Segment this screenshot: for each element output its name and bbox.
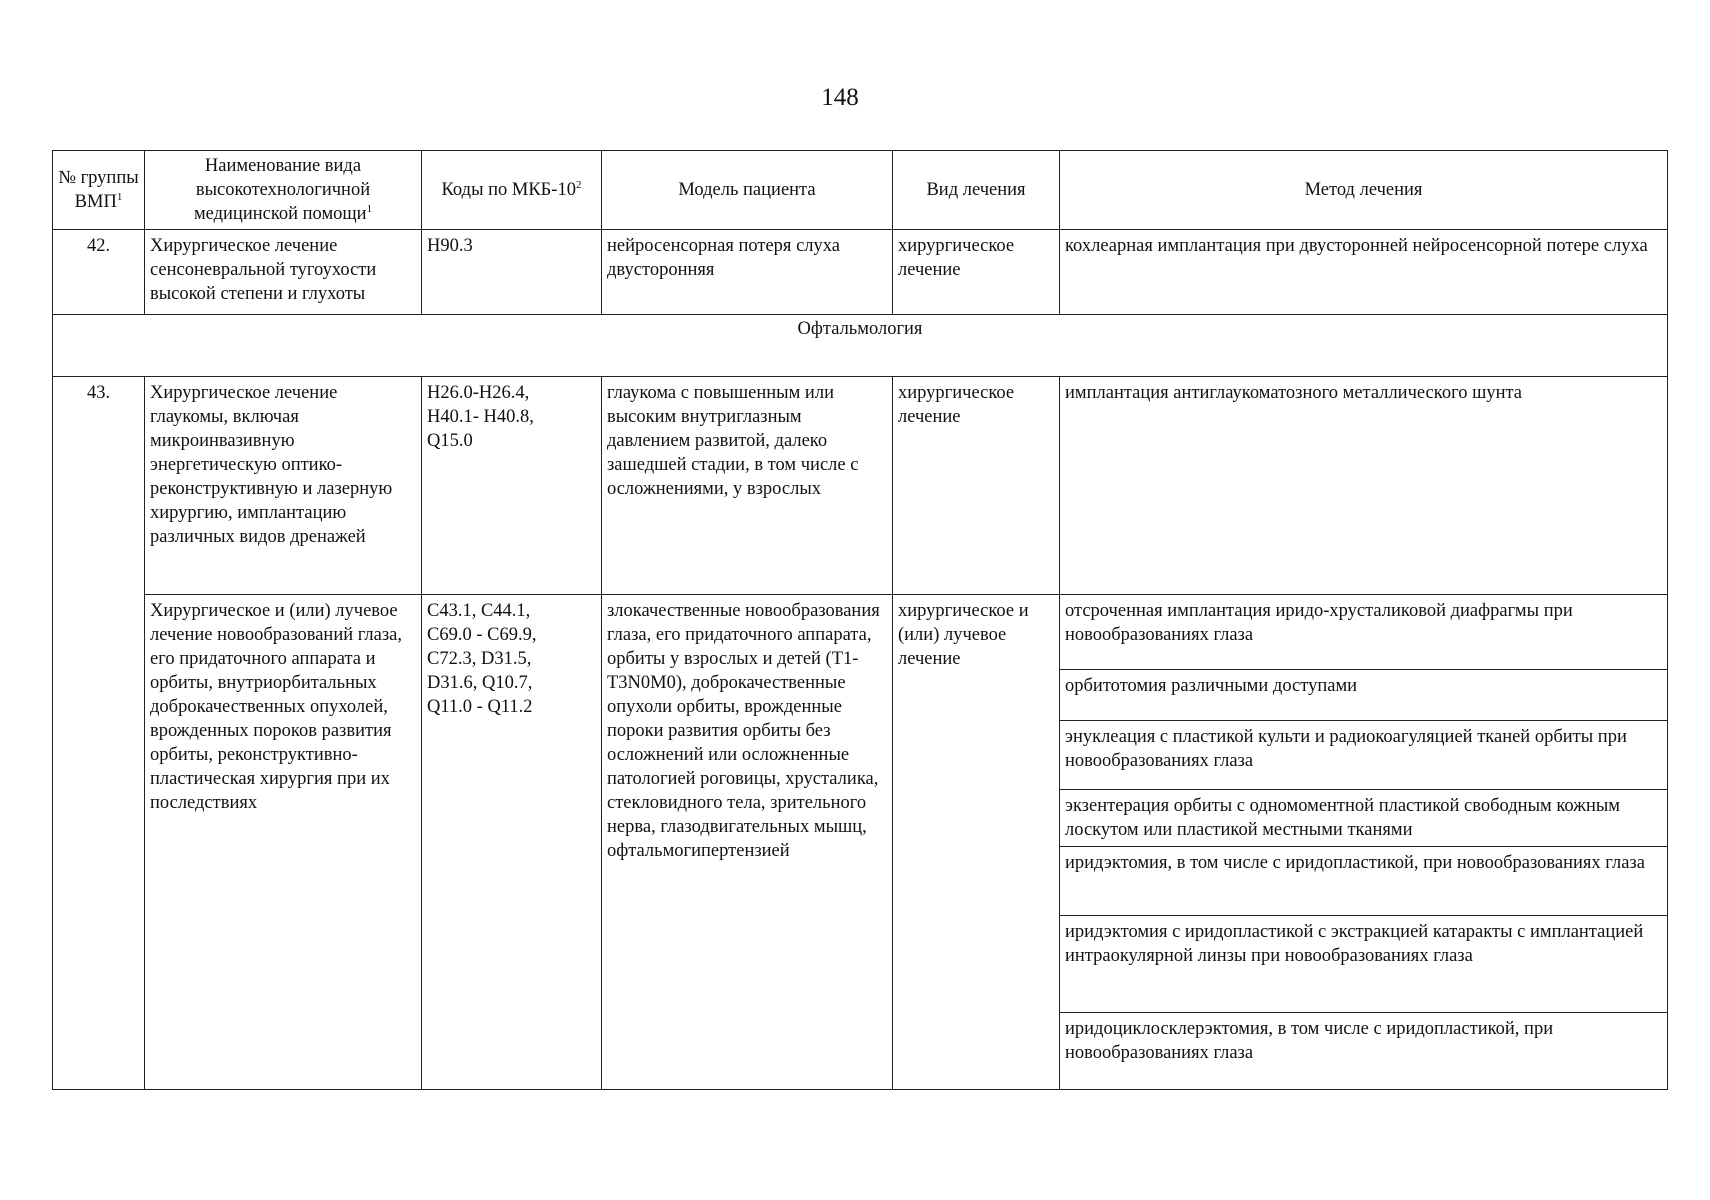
treatment-method: отсроченная имплантация иридо-хрусталиковой диафрагмы при новообразованиях глаза xyxy=(1060,595,1668,670)
icd-codes: H90.3 xyxy=(422,230,602,315)
treatment-method: иридэктомия с иридопластикой с экстракцией катаракты с имплантацией интраокулярной линзы при новообразованиях глаза xyxy=(1060,916,1668,1013)
care-type-name: Хирургическое лечение сенсоневральной тугоухости высокой степени и глухоты xyxy=(145,230,422,315)
treatment-method: иридоциклосклерэктомия, в том числе с иридопластикой, при новообразованиях глаза xyxy=(1060,1013,1668,1090)
treatment-type: хирургическое лечение xyxy=(893,377,1060,595)
vmp-table xyxy=(52,150,1668,1090)
group-number: 43. xyxy=(53,377,145,1090)
section-row xyxy=(53,315,1668,377)
page-number: 148 xyxy=(821,84,859,111)
patient-model: глаукома с повышенным или высоким внутриглазным давлением развитой, далеко зашедшей стадии, в том числе с осложнениями, у взрослых xyxy=(602,377,893,595)
header-group-no: № группы ВМП$^1$ xyxy=(53,151,145,230)
header-patient-model: Модель пациента xyxy=(602,151,893,230)
patient-model: нейросенсорная потеря слуха двусторонняя xyxy=(602,230,893,315)
treatment-method: энуклеация с пластикой культи и радиокоагуляцией тканей орбиты при новообразованиях глаза xyxy=(1060,721,1668,790)
table-header-row xyxy=(53,151,1668,230)
icd-codes xyxy=(422,377,602,595)
table-row xyxy=(53,377,1668,595)
icd-code-line: C69.0 - C69.9, xyxy=(427,625,537,645)
treatment-type: хирургическое лечение xyxy=(893,230,1060,315)
care-type-name: Хирургическое лечение глаукомы, включая микроинвазивную энергетическую оптико-реконструктивную и лазерную хирургию, имплантацию различных видов дренажей xyxy=(145,377,422,595)
section-title: Офтальмология xyxy=(53,315,1668,377)
header-treatment-method: Метод лечения xyxy=(1060,151,1668,230)
group-number: 42. xyxy=(53,230,145,315)
icd-code-line: C72.3, D31.5, xyxy=(427,649,532,669)
icd-code-line: C43.1, C44.1, xyxy=(427,601,531,621)
icd-codes xyxy=(422,595,602,1090)
treatment-type: хирургическое и (или) лучевое лечение xyxy=(893,595,1060,1090)
icd-code-line: Q11.0 - Q11.2 xyxy=(427,697,533,717)
header-icd-codes: Коды по МКБ-$10^2$ xyxy=(422,151,602,230)
header-care-type: Наименование вида высокотехнологичной медицинской помощи$^1$ xyxy=(145,151,422,230)
treatment-method: иридэктомия, в том числе с иридопластикой, при новообразованиях глаза xyxy=(1060,847,1668,916)
care-type-name: Хирургическое и (или) лучевое лечение новообразований глаза, его придаточного аппарата и орбиты, внутриорбитальных доброкачественных опухолей, врожденных пороков развития орбиты, реконструктивно-пластическая хирургия при их последствиях xyxy=(145,595,422,1090)
treatment-method: орбитотомия различными доступами xyxy=(1060,670,1668,721)
table-row xyxy=(53,595,1668,670)
patient-model: злокачественные новообразования глаза, его придаточного аппарата, орбиты у взрослых и детей (T1-T3N0M0), доброкачественные опухоли орбиты, врожденные пороки развития орбиты без осложнений или осложненные патологией роговицы, хрусталика, стекловидного тела, зрительного нерва, глазодвигательных мышц, офтальмогипертензией xyxy=(602,595,893,1090)
icd-code-line: H26.0-H26.4, xyxy=(427,383,530,403)
treatment-method: кохлеарная имплантация при двусторонней нейросенсорной потере слуха xyxy=(1060,230,1668,315)
icd-code-line: Q15.0 xyxy=(427,431,473,451)
treatment-method: имплантация антиглаукоматозного металлического шунта xyxy=(1060,377,1668,595)
icd-code-line: H40.1- H40.8, xyxy=(427,407,534,427)
header-treatment-type: Вид лечения xyxy=(893,151,1060,230)
treatment-method: экзентерация орбиты с одномоментной пластикой свободным кожным лоскутом или пластикой местными тканями xyxy=(1060,790,1668,847)
table-row xyxy=(53,230,1668,315)
icd-code-line: D31.6, Q10.7, xyxy=(427,673,533,693)
